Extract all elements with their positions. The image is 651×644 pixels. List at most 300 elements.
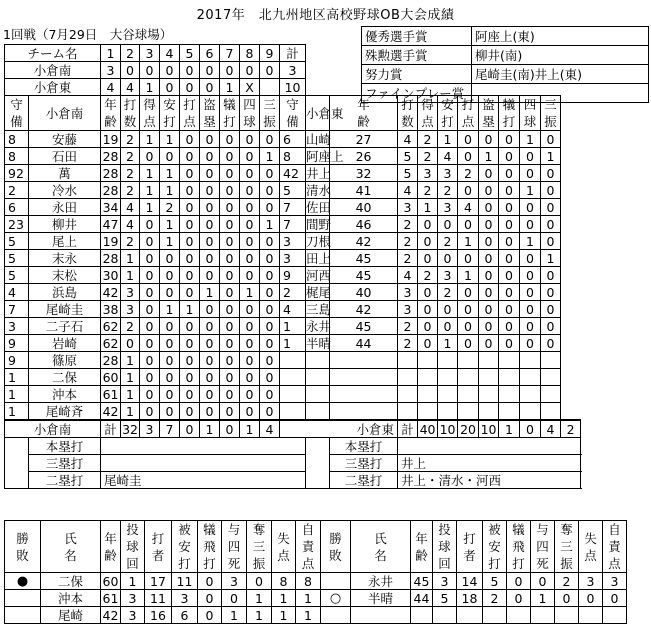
home-player-stat: 0: [260, 352, 280, 369]
away-player-stat: [458, 352, 479, 369]
home-player-stat: 0: [200, 301, 220, 318]
away-player-stat: 0: [438, 301, 458, 318]
away-total-value: 1: [499, 420, 520, 438]
totals-row: [5, 420, 581, 438]
ab-header-home: [121, 96, 140, 131]
sb-header-home: [200, 96, 220, 131]
away-pitcher-stat: 2: [483, 590, 507, 607]
home-player-stat: 0: [240, 318, 260, 335]
home-player-stat: 0: [200, 165, 220, 182]
xbh-away-spacer: [306, 438, 330, 489]
away-pitcher-stat: 0: [507, 590, 531, 607]
home-player-stat: 0: [220, 233, 240, 250]
home-player-stat: 6: [5, 199, 29, 216]
home-player-name: 永田: [29, 199, 101, 216]
home-player-stat: 0: [220, 148, 240, 165]
home-player-stat: 0: [220, 284, 240, 301]
away-pitcher-name: [351, 607, 411, 624]
home-player-stat: 5: [5, 233, 29, 250]
sb-header-away: [479, 96, 499, 131]
home-player-stat: 8: [5, 148, 29, 165]
home-player-stat: 0: [140, 148, 160, 165]
inning-score: 0: [240, 62, 260, 79]
inning-1-header: 1: [101, 45, 121, 62]
away-player-stat: 0: [541, 267, 561, 284]
away-player-stat: 0: [479, 318, 499, 335]
home-player-stat: 61: [101, 386, 121, 403]
away-player-stat: 40: [330, 199, 398, 216]
runs-header-home: [140, 96, 160, 131]
home-player-stat: 0: [200, 386, 220, 403]
so-header-away: [555, 521, 579, 573]
home-player-stat: 0: [260, 165, 280, 182]
away-player-name: 三島: [306, 301, 332, 317]
win-header-home-text: 勝 敗: [16, 530, 29, 563]
bb-header-away-text: 与 四 死: [536, 522, 549, 571]
total-header: 計: [280, 45, 306, 62]
r-header-away: [579, 521, 603, 573]
age-header-away-text: 年 齢: [357, 97, 370, 129]
home-player-stat: 0: [240, 369, 260, 386]
away-player-stat: 0: [541, 216, 561, 233]
away-hr-label: 本塁打: [330, 438, 398, 455]
inning-score: 0: [220, 62, 240, 79]
away-player-stat: [398, 403, 418, 421]
award-row: [362, 27, 649, 46]
home-player-stat: 0: [260, 267, 280, 284]
away-pitcher-stat: 44: [411, 590, 433, 607]
bb-header-home-text: 与 四 死: [227, 522, 241, 571]
away-player-name: 梶尾: [306, 284, 332, 300]
home-player-stat: 0: [220, 131, 240, 148]
away-pitcher-stat: [507, 607, 531, 624]
home-player-stat: 0: [200, 182, 220, 199]
age-header-away: [411, 521, 433, 573]
home-pitcher-stat: 3: [121, 590, 145, 607]
away-player-stat: [541, 369, 561, 386]
sac-header-home-text: 犠 打: [223, 97, 236, 129]
away-pitcher-stat: [579, 607, 603, 624]
home-pitcher-stat: 0: [222, 590, 247, 607]
away-player-stat: 0: [520, 250, 541, 267]
home-player-stat: 0: [180, 199, 200, 216]
inning-score: 0: [200, 62, 220, 79]
home-player-stat: 2: [121, 318, 140, 335]
r-header-home: [272, 521, 296, 573]
batting-header-row: [5, 96, 581, 131]
player-row: [5, 335, 581, 352]
inning-score: X: [240, 79, 260, 96]
away-player-stat: 0: [499, 267, 520, 284]
pitching-header-row: [5, 521, 627, 573]
away-player-stat: 0: [520, 148, 541, 165]
home-player-stat: 0: [200, 216, 220, 233]
home-player-stat: 0: [180, 216, 200, 233]
home-player-stat: 0: [260, 250, 280, 267]
home-player-stat: 1: [121, 403, 140, 421]
away-player-stat: 4: [398, 182, 418, 199]
away-double-value: 井上・清水・河西: [398, 472, 581, 489]
xbh-row: [5, 472, 581, 489]
player-row: [5, 165, 581, 182]
so-header-home: [260, 96, 280, 131]
away-player-stat: [398, 352, 418, 369]
home-player-stat: 0: [140, 386, 160, 403]
runs-header-home-text: 得 点: [143, 97, 156, 129]
award-label: ファインプレー賞: [362, 84, 472, 103]
er-header-away-text: 自 責 点: [608, 522, 621, 571]
away-player-stat: 2: [280, 284, 306, 301]
away-player-stat: 5: [398, 165, 418, 182]
rbi-header-home-text: 打 点: [183, 97, 196, 129]
home-player-stat: 0: [260, 301, 280, 318]
away-player-name: 佐田: [306, 199, 332, 215]
home-player-stat: 2: [121, 165, 140, 182]
home-player-stat: 8: [5, 131, 29, 148]
away-player-name: 清水: [306, 182, 332, 198]
home-player-stat: 0: [160, 318, 180, 335]
home-player-stat: 0: [140, 284, 160, 301]
home-player-stat: 0: [160, 148, 180, 165]
home-player-stat: 1: [160, 216, 180, 233]
home-pitcher-stat: 1: [296, 590, 321, 607]
h-header-home-text: 被 安 打: [178, 522, 191, 571]
away-player-stat: [458, 369, 479, 386]
away-player-stat: [280, 403, 306, 421]
away-pitcher-stat: 0: [603, 590, 627, 607]
away-total-value: 10: [479, 420, 499, 438]
home-player-stat: 0: [200, 131, 220, 148]
away-player-stat: [458, 386, 479, 403]
home-player-stat: 0: [180, 250, 200, 267]
home-player-stat: 1: [121, 369, 140, 386]
home-player-stat: 7: [5, 301, 29, 318]
home-total-value: 1: [200, 420, 220, 438]
away-player-stat: 3: [398, 301, 418, 318]
home-player-stat: 42: [101, 284, 121, 301]
away-player-stat: 2: [418, 131, 438, 148]
away-player-stat: 1: [541, 250, 561, 267]
home-total-value: 32: [122, 421, 138, 437]
away-player-stat: 0: [479, 182, 499, 199]
scorecard: [4, 44, 581, 489]
home-player-stat: 2: [121, 148, 140, 165]
home-player-stat: 0: [240, 148, 260, 165]
away-player-stat: [541, 352, 561, 369]
home-player-stat: 0: [260, 233, 280, 250]
away-player-stat: 0: [418, 233, 438, 250]
xbh-home-spacer: [5, 438, 29, 489]
away-player-stat: 0: [499, 318, 520, 335]
home-player-stat: 1: [200, 284, 220, 301]
away-pitcher-stat: 5: [433, 590, 457, 607]
home-player-stat: 0: [160, 369, 180, 386]
home-pitcher-stat: 0: [198, 590, 222, 607]
sac-header-home: [220, 96, 240, 131]
away-total-value: 20: [458, 420, 479, 438]
home-triple-label: 三塁打: [29, 455, 101, 472]
home-player-stat: 1: [121, 386, 140, 403]
away-total-value: 4: [541, 420, 561, 438]
home-player-stat: 0: [180, 335, 200, 352]
away-player-stat: 4: [458, 199, 479, 216]
home-player-stat: 0: [160, 335, 180, 352]
away-player-stat: 0: [541, 335, 561, 352]
home-pitcher-name: 尾崎: [41, 607, 101, 624]
away-player-stat: [520, 369, 541, 386]
home-double-value: 尾崎圭: [101, 472, 306, 489]
home-player-stat: 0: [140, 216, 160, 233]
hits-header-away-text: 安 打: [441, 97, 454, 129]
team-header-home: 小倉南: [29, 96, 101, 131]
away-player-name: 間野: [306, 216, 332, 232]
away-player-stat: 0: [479, 267, 499, 284]
away-player-stat: [458, 403, 479, 421]
so-header-away: [541, 96, 561, 131]
award-value: 阿座上(東): [472, 27, 649, 46]
inning-score: 0: [180, 79, 200, 96]
r-header-home-text: 失 点: [277, 530, 290, 563]
away-player-stat: 2: [398, 233, 418, 250]
away-player-name: 半晴: [306, 335, 332, 351]
away-player-stat: 0: [479, 199, 499, 216]
game-info: 1回戦（7月29日 大谷球場）: [3, 27, 173, 42]
away-triple-value: 井上: [398, 455, 581, 472]
away-player-stat: 45: [330, 267, 398, 284]
linescore-team: 小倉東: [5, 79, 101, 96]
home-pitcher-stat: 16: [145, 607, 172, 624]
away-player-stat: [541, 403, 561, 421]
away-player-stat: 0: [499, 233, 520, 250]
home-player-stat: 0: [200, 403, 220, 421]
sf-header-away-text: 犠 飛 打: [512, 522, 525, 571]
home-player-stat: 0: [140, 352, 160, 369]
home-player-name: 岩崎: [29, 335, 101, 352]
away-pitcher-stat: 3: [579, 573, 603, 590]
away-player-stat: 45: [330, 250, 398, 267]
away-player-stat: 0: [438, 250, 458, 267]
away-pitcher-stat: 2: [555, 573, 579, 590]
away-player-stat: 0: [520, 318, 541, 335]
home-pitcher-stat: 0: [198, 607, 222, 624]
inning-score: 0: [200, 79, 220, 96]
away-player-stat: [280, 369, 306, 386]
home-hr-value: [101, 438, 306, 455]
away-player-stat: [479, 386, 499, 403]
away-pitcher-stat: [483, 607, 507, 624]
home-pitcher-stat: 3: [121, 607, 145, 624]
away-player-stat: 0: [499, 250, 520, 267]
home-player-stat: 2: [5, 182, 29, 199]
awards-spacer: [306, 79, 581, 96]
hits-header-away: [438, 96, 458, 131]
home-player-stat: 0: [240, 301, 260, 318]
home-player-stat: 92: [5, 165, 29, 182]
home-player-stat: 4: [5, 284, 29, 301]
home-player-stat: 0: [260, 284, 280, 301]
away-pitcher-stat: 18: [457, 590, 483, 607]
away-player-stat: [541, 386, 561, 403]
away-player-stat: [330, 386, 398, 403]
awards-spacer: [306, 45, 581, 62]
bb-header-home-text: 四 球: [243, 97, 256, 129]
inning-score: 4: [121, 79, 140, 96]
h-header-home: [172, 521, 198, 573]
away-player-stat: 1: [520, 233, 541, 250]
home-player-stat: 0: [200, 250, 220, 267]
player-row: [5, 369, 581, 386]
home-player-stat: 1: [5, 386, 29, 403]
home-player-stat: 1: [5, 369, 29, 386]
away-player-stat: 0: [541, 233, 561, 250]
away-player-name: 永井: [306, 318, 332, 334]
away-player-stat: 2: [458, 165, 479, 182]
away-double-label: 二塁打: [330, 472, 398, 489]
away-player-stat: 0: [418, 335, 438, 352]
home-player-stat: 2: [121, 131, 140, 148]
away-player-stat: 1: [541, 148, 561, 165]
away-player-stat: [520, 352, 541, 369]
home-player-stat: 1: [160, 182, 180, 199]
age-header-home-text: 年 齢: [104, 530, 117, 563]
away-player-stat: 0: [520, 216, 541, 233]
home-player-stat: 0: [200, 233, 220, 250]
away-pitcher-stat: [457, 607, 483, 624]
away-player-stat: 0: [479, 335, 499, 352]
bf-header-away-text: 打 者: [463, 530, 476, 563]
inning-4-header: 4: [160, 45, 180, 62]
home-player-stat: 0: [240, 182, 260, 199]
away-player-stat: 0: [520, 335, 541, 352]
home-player-stat: 1: [121, 352, 140, 369]
home-player-stat: 1: [160, 301, 180, 318]
home-pitcher-name: 沖本: [41, 590, 101, 607]
away-player-stat: 2: [418, 182, 438, 199]
away-player-stat: [280, 386, 306, 403]
home-player-stat: 28: [101, 165, 121, 182]
name-header-home-text: 氏 名: [64, 530, 77, 563]
away-player-stat: [479, 403, 499, 421]
away-player-stat: 7: [280, 199, 306, 216]
home-pitcher-stat: 1: [222, 607, 247, 624]
away-player-stat: [499, 352, 520, 369]
inning-score: 0: [160, 79, 180, 96]
away-player-name: [306, 369, 330, 386]
home-pitcher-stat: 60: [101, 573, 121, 590]
away-player-stat: 45: [330, 318, 398, 335]
ip-header-away: [433, 521, 457, 573]
away-player-stat: 9: [280, 267, 306, 284]
away-player-stat: 0: [520, 165, 541, 182]
home-pitcher-stat: 0: [247, 573, 272, 590]
ab-header-away: [398, 96, 418, 131]
home-player-stat: 0: [220, 352, 240, 369]
player-row: [5, 250, 581, 267]
home-player-stat: 1: [180, 301, 200, 318]
home-pitcher-stat: 6: [172, 607, 198, 624]
pitcher-row: [5, 573, 627, 590]
home-player-stat: 0: [160, 250, 180, 267]
home-player-stat: 2: [121, 182, 140, 199]
award-value: 柳井(南): [472, 46, 649, 65]
rbi-header-home: [180, 96, 200, 131]
home-player-stat: 42: [101, 403, 121, 421]
away-player-stat: 3: [398, 284, 418, 301]
home-player-stat: 4: [121, 199, 140, 216]
player-row: [5, 182, 581, 199]
home-player-stat: 0: [160, 352, 180, 369]
age-header-away-text: 年 齢: [415, 530, 428, 563]
home-pitcher-stat: 1: [121, 573, 145, 590]
home-player-stat: 0: [200, 148, 220, 165]
home-player-name: 末永: [29, 250, 101, 267]
inning-5-header: 5: [180, 45, 200, 62]
away-player-stat: 0: [418, 318, 438, 335]
away-player-stat: 2: [438, 284, 458, 301]
inning-9-header: 9: [260, 45, 280, 62]
away-player-stat: 44: [330, 335, 398, 352]
away-player-stat: [330, 403, 398, 421]
bb-header-home: [240, 96, 260, 131]
away-player-name: [306, 403, 330, 421]
home-player-stat: 1: [260, 216, 280, 233]
away-player-stat: 3: [280, 250, 306, 267]
home-player-stat: 0: [260, 403, 280, 421]
home-player-stat: 0: [180, 318, 200, 335]
away-player-stat: [520, 403, 541, 421]
away-player-stat: 0: [458, 216, 479, 233]
home-player-stat: 4: [121, 216, 140, 233]
home-player-stat: 19: [101, 233, 121, 250]
pitching-table: [4, 520, 627, 624]
away-pitcher-stat: 1: [531, 590, 555, 607]
away-player-stat: 3: [438, 165, 458, 182]
player-row: [5, 318, 581, 335]
home-player-stat: 47: [101, 216, 121, 233]
away-player-stat: [398, 369, 418, 386]
inning-7-header: 7: [220, 45, 240, 62]
rbi-header-away: [458, 96, 479, 131]
home-player-stat: 0: [160, 403, 180, 421]
name-header-away: [351, 521, 411, 573]
linescore-total: 10: [280, 79, 306, 96]
linescore-header: [5, 45, 581, 62]
home-player-stat: 0: [260, 131, 280, 148]
inning-score: 0: [260, 62, 280, 79]
home-player-name: 冷水: [29, 182, 101, 199]
player-row: [5, 148, 581, 165]
away-player-stat: 0: [541, 284, 561, 301]
home-player-stat: 0: [220, 403, 240, 421]
away-player-stat: 0: [479, 165, 499, 182]
home-player-stat: 0: [140, 250, 160, 267]
away-player-stat: 0: [541, 165, 561, 182]
home-player-stat: 30: [101, 267, 121, 284]
home-player-stat: 5: [5, 250, 29, 267]
home-player-stat: 28: [101, 182, 121, 199]
home-pitcher-stat: 1: [272, 607, 296, 624]
home-player-stat: 1: [160, 165, 180, 182]
away-win-mark: [321, 573, 351, 590]
inning-score: 1: [220, 79, 240, 96]
away-pitcher-stat: [531, 607, 555, 624]
away-player-stat: 3: [438, 267, 458, 284]
away-pitcher-stat: 3: [603, 573, 627, 590]
bb-header-away-text: 四 球: [523, 97, 537, 129]
home-pitcher-stat: 61: [101, 590, 121, 607]
away-pitcher-stat: [555, 607, 579, 624]
home-player-stat: 0: [140, 369, 160, 386]
